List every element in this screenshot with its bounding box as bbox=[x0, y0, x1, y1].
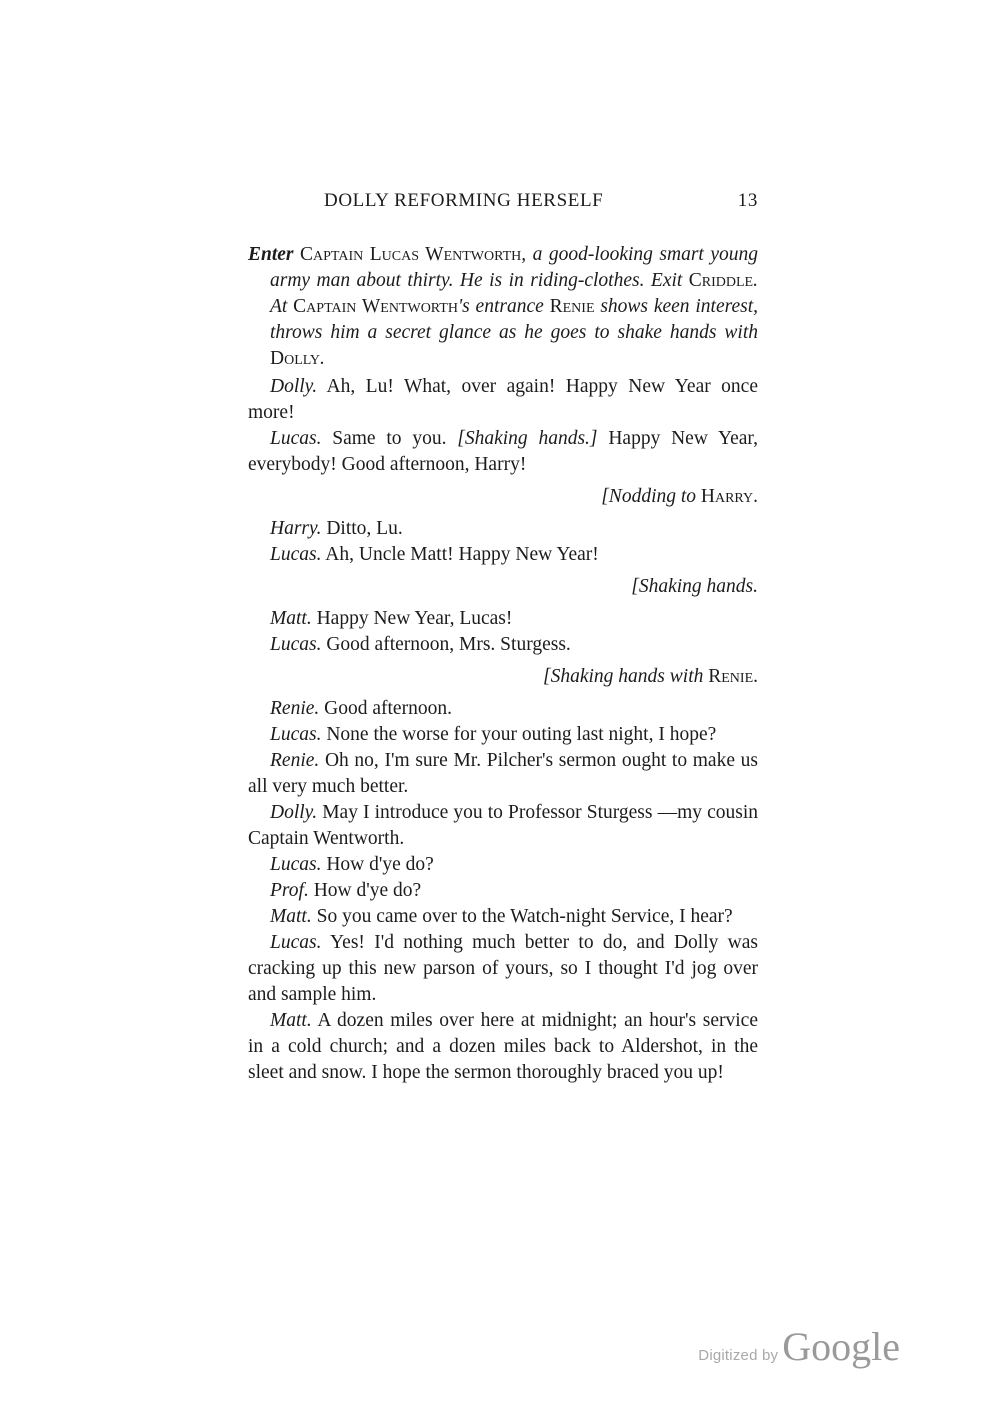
dialogue-line bbox=[248, 696, 758, 722]
stage-text: . At bbox=[270, 270, 758, 317]
digitized-by-text: Digitized by bbox=[698, 1347, 779, 1364]
stage-direction bbox=[248, 484, 758, 510]
stage-direction bbox=[248, 574, 758, 600]
stage-text: . bbox=[320, 348, 325, 369]
dialogue-text: Ah, Uncle Matt! Happy New Year! bbox=[325, 544, 599, 565]
dialogue-line bbox=[248, 748, 758, 800]
speaker-name: Harry. bbox=[270, 518, 322, 539]
digitized-watermark bbox=[698, 1323, 900, 1370]
speaker-name: Renie. bbox=[270, 698, 320, 719]
speaker-name: Lucas. bbox=[270, 634, 322, 655]
dialogue-text: Good afternoon. bbox=[324, 698, 452, 719]
character-name: Criddle bbox=[688, 270, 754, 291]
character-name: Renie. bbox=[708, 666, 758, 687]
stage-text: 's entrance bbox=[457, 296, 544, 317]
direction-text: [Shaking hands. bbox=[631, 576, 758, 597]
speaker-name: Matt. bbox=[270, 906, 312, 927]
stage-text: , a good-looking smart young army man about thirty. He is in riding-clothes. Exit bbox=[270, 244, 758, 291]
dialogue-line bbox=[248, 930, 758, 1008]
dialogue-line bbox=[248, 516, 758, 542]
dialogue-text: A dozen miles over here at midnight; an hour's service in a cold church; and a dozen miles back to Aldershot, in the sleet and snow. I hope the sermon thoroughly braced you up! bbox=[248, 1010, 758, 1083]
dialogue-line bbox=[248, 904, 758, 930]
speaker-name: Matt. bbox=[270, 608, 312, 629]
direction-text: [Shaking hands with bbox=[543, 666, 704, 687]
dialogue-line bbox=[248, 800, 758, 852]
dialogue-line bbox=[248, 542, 758, 568]
dialogue-line bbox=[248, 1008, 758, 1086]
dialogue-line bbox=[248, 606, 758, 632]
dialogue-text: Oh no, I'm sure Mr. Pilcher's sermon ought to make us all very much better. bbox=[248, 750, 758, 797]
character-name: Renie bbox=[549, 296, 595, 317]
speaker-name: Lucas. bbox=[270, 428, 322, 449]
dialogue-text: Good afternoon, Mrs. Sturgess. bbox=[326, 634, 571, 655]
google-logo: Google bbox=[782, 1324, 900, 1369]
dialogue-line bbox=[248, 632, 758, 658]
stage-direction bbox=[248, 664, 758, 690]
inline-direction: [Shaking hands.] bbox=[457, 428, 598, 449]
speaker-name: Matt. bbox=[270, 1010, 312, 1031]
dialogue-line bbox=[248, 374, 758, 426]
dialogue-text: Ah, Lu! What, over again! Happy New Year once more! bbox=[248, 376, 758, 423]
speaker-name: Renie. bbox=[270, 750, 320, 771]
speaker-name: Dolly. bbox=[270, 376, 318, 397]
character-name: Captain Lucas Wentworth bbox=[300, 244, 522, 265]
speaker-name: Lucas. bbox=[270, 932, 322, 953]
page-body bbox=[248, 188, 758, 1086]
dialogue-text: Happy New Year, everybody! Good afternoon, Harry! bbox=[248, 428, 759, 475]
stage-text: shows keen interest, throws him a secret glance as he goes to shake hands with bbox=[270, 296, 759, 343]
dialogue-line bbox=[248, 852, 758, 878]
character-name: Harry. bbox=[700, 486, 758, 507]
speaker-name: Dolly. bbox=[270, 802, 318, 823]
page-number: 13 bbox=[737, 190, 758, 211]
enter-word: Enter bbox=[248, 244, 294, 265]
dialogue-text: None the worse for your outing last night, I hope? bbox=[326, 724, 717, 745]
speaker-name: Lucas. bbox=[270, 854, 322, 875]
dialogue-line bbox=[248, 722, 758, 748]
speaker-name: Lucas. bbox=[270, 544, 322, 565]
dialogue-line bbox=[248, 426, 758, 478]
dialogue-text: So you came over to the Watch-night Service, I hear? bbox=[316, 906, 733, 927]
dialogue-line bbox=[248, 878, 758, 904]
dialogue-text: How d'ye do? bbox=[326, 854, 434, 875]
character-name: Dolly bbox=[270, 348, 321, 369]
dialogue-text: May I introduce you to Professor Sturgess —my cousin Captain Wentworth. bbox=[248, 802, 758, 849]
character-name: Captain Wentworth bbox=[293, 296, 458, 317]
dialogue-text: Yes! I'd nothing much better to do, and Dolly was cracking up this new parson of yours, so I thought I'd jog over and sample him. bbox=[248, 932, 758, 1005]
stage-direction-entry bbox=[248, 242, 758, 372]
dialogue-text: Happy New Year, Lucas! bbox=[316, 608, 513, 629]
dialogue-text: How d'ye do? bbox=[313, 880, 422, 901]
dialogue-text: Ditto, Lu. bbox=[326, 518, 403, 539]
direction-text: [Nodding to bbox=[601, 486, 697, 507]
running-header bbox=[248, 188, 758, 218]
running-title: DOLLY REFORMING HERSELF bbox=[324, 190, 604, 211]
dialogue-text: Same to you. bbox=[332, 428, 447, 449]
speaker-name: Prof. bbox=[270, 880, 309, 901]
speaker-name: Lucas. bbox=[270, 724, 322, 745]
